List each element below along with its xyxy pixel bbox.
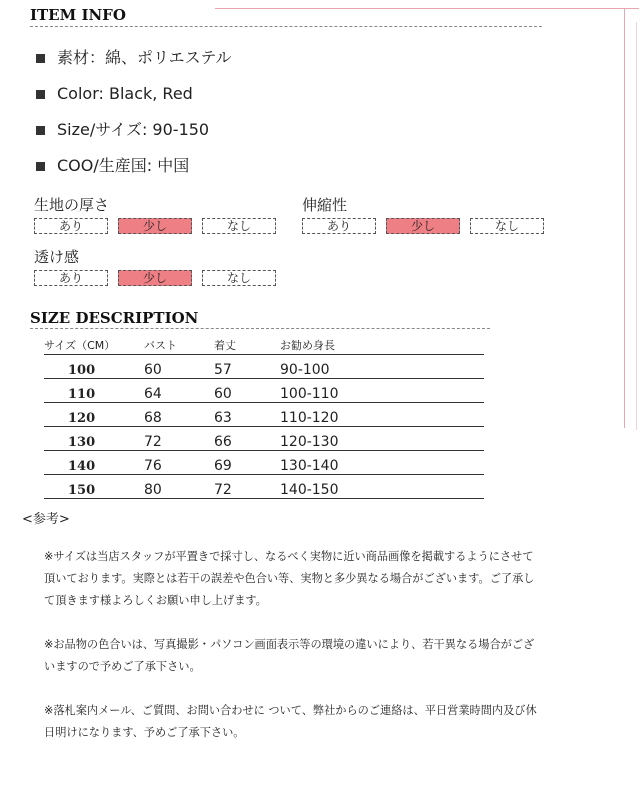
cell-bust: 80 (144, 475, 214, 499)
option-ari: あり (34, 218, 108, 234)
attr-stretch-options (302, 218, 554, 234)
table-row (44, 451, 484, 475)
option-nashi: なし (202, 218, 276, 234)
bullet-square-icon (36, 162, 45, 171)
attr-stretch-label: 伸縮性 (302, 196, 348, 214)
table-row (44, 355, 484, 379)
header-height: お勧め身長 (280, 336, 484, 355)
cell-length: 72 (214, 475, 280, 499)
size-table-header (44, 336, 484, 355)
note-measurement: ※サイズは当店スタッフが平置きで採寸し、なるべく実物に近い商品画像を掲載するようにさせて頂いております。実際とは若干の誤差や色合い等、実物と多少異なる場合がございます。ご了承して頂きます様よろしくお願い申し上げます。 (44, 550, 535, 607)
attr-thickness-options (34, 218, 286, 234)
size-description-divider (30, 328, 490, 329)
option-ari: あり (302, 218, 376, 234)
cell-height: 100-110 (280, 379, 484, 403)
cell-height: 120-130 (280, 427, 484, 451)
cell-length: 60 (214, 379, 280, 403)
decorative-frame-right-inner (636, 22, 637, 430)
cell-height: 130-140 (280, 451, 484, 475)
decorative-frame-right (624, 8, 625, 428)
cell-size: 150 (44, 475, 144, 499)
decorative-frame-top (215, 8, 639, 9)
item-info-title: ITEM INFO (30, 6, 126, 24)
cell-bust: 64 (144, 379, 214, 403)
table-row (44, 475, 484, 499)
option-sukoshi-selected: 少し (118, 270, 192, 286)
cell-height: 110-120 (280, 403, 484, 427)
reference-notes (44, 546, 544, 766)
reference-title: <参考> (22, 512, 70, 527)
cell-length: 57 (214, 355, 280, 379)
spec-list (36, 40, 232, 184)
cell-length: 69 (214, 451, 280, 475)
cell-height: 140-150 (280, 475, 484, 499)
spec-size: Size/サイズ: 90-150 (36, 112, 232, 148)
attr-thickness-label: 生地の厚さ (34, 196, 110, 214)
attr-sheer (34, 246, 286, 286)
header-length: 着丈 (214, 336, 280, 355)
cell-length: 63 (214, 403, 280, 427)
option-nashi: なし (202, 270, 276, 286)
cell-size: 110 (44, 379, 144, 403)
note-contact: ※落札案内メール、ご質問、お問い合わせに ついて、弊社からのご連絡は、平日営業時間内及び休日明けになります、予めご了承下さい。 (44, 704, 537, 739)
size-table (44, 336, 484, 499)
option-ari: あり (34, 270, 108, 286)
cell-size: 120 (44, 403, 144, 427)
attr-sheer-label: 透け感 (34, 248, 80, 266)
cell-bust: 60 (144, 355, 214, 379)
bullet-square-icon (36, 126, 45, 135)
table-row (44, 403, 484, 427)
size-description-title: SIZE DESCRIPTION (30, 309, 199, 327)
spec-material: 素材：綿、ポリエステル (36, 40, 232, 76)
bullet-square-icon (36, 54, 45, 63)
cell-size: 140 (44, 451, 144, 475)
option-sukoshi-selected: 少し (118, 218, 192, 234)
cell-bust: 76 (144, 451, 214, 475)
attr-sheer-options (34, 270, 286, 286)
cell-length: 66 (214, 427, 280, 451)
item-info-divider (30, 26, 542, 27)
cell-bust: 68 (144, 403, 214, 427)
option-sukoshi-selected: 少し (386, 218, 460, 234)
header-bust: バスト (144, 336, 214, 355)
cell-size: 100 (44, 355, 144, 379)
header-size: サイズ（CM） (44, 336, 144, 355)
table-row (44, 427, 484, 451)
cell-height: 90-100 (280, 355, 484, 379)
option-nashi: なし (470, 218, 544, 234)
spec-origin: COO/生産国: 中国 (36, 148, 232, 184)
note-color: ※お品物の色合いは、写真撮影・パソコン画面表示等の環境の違いにより、若干異なる場合がございますので予めご了承下さい。 (44, 638, 535, 673)
table-row (44, 379, 484, 403)
cell-bust: 72 (144, 427, 214, 451)
bullet-square-icon (36, 90, 45, 99)
attr-stretch (302, 194, 554, 234)
cell-size: 130 (44, 427, 144, 451)
attr-thickness (34, 194, 286, 234)
spec-color: Color: Black, Red (36, 76, 232, 112)
